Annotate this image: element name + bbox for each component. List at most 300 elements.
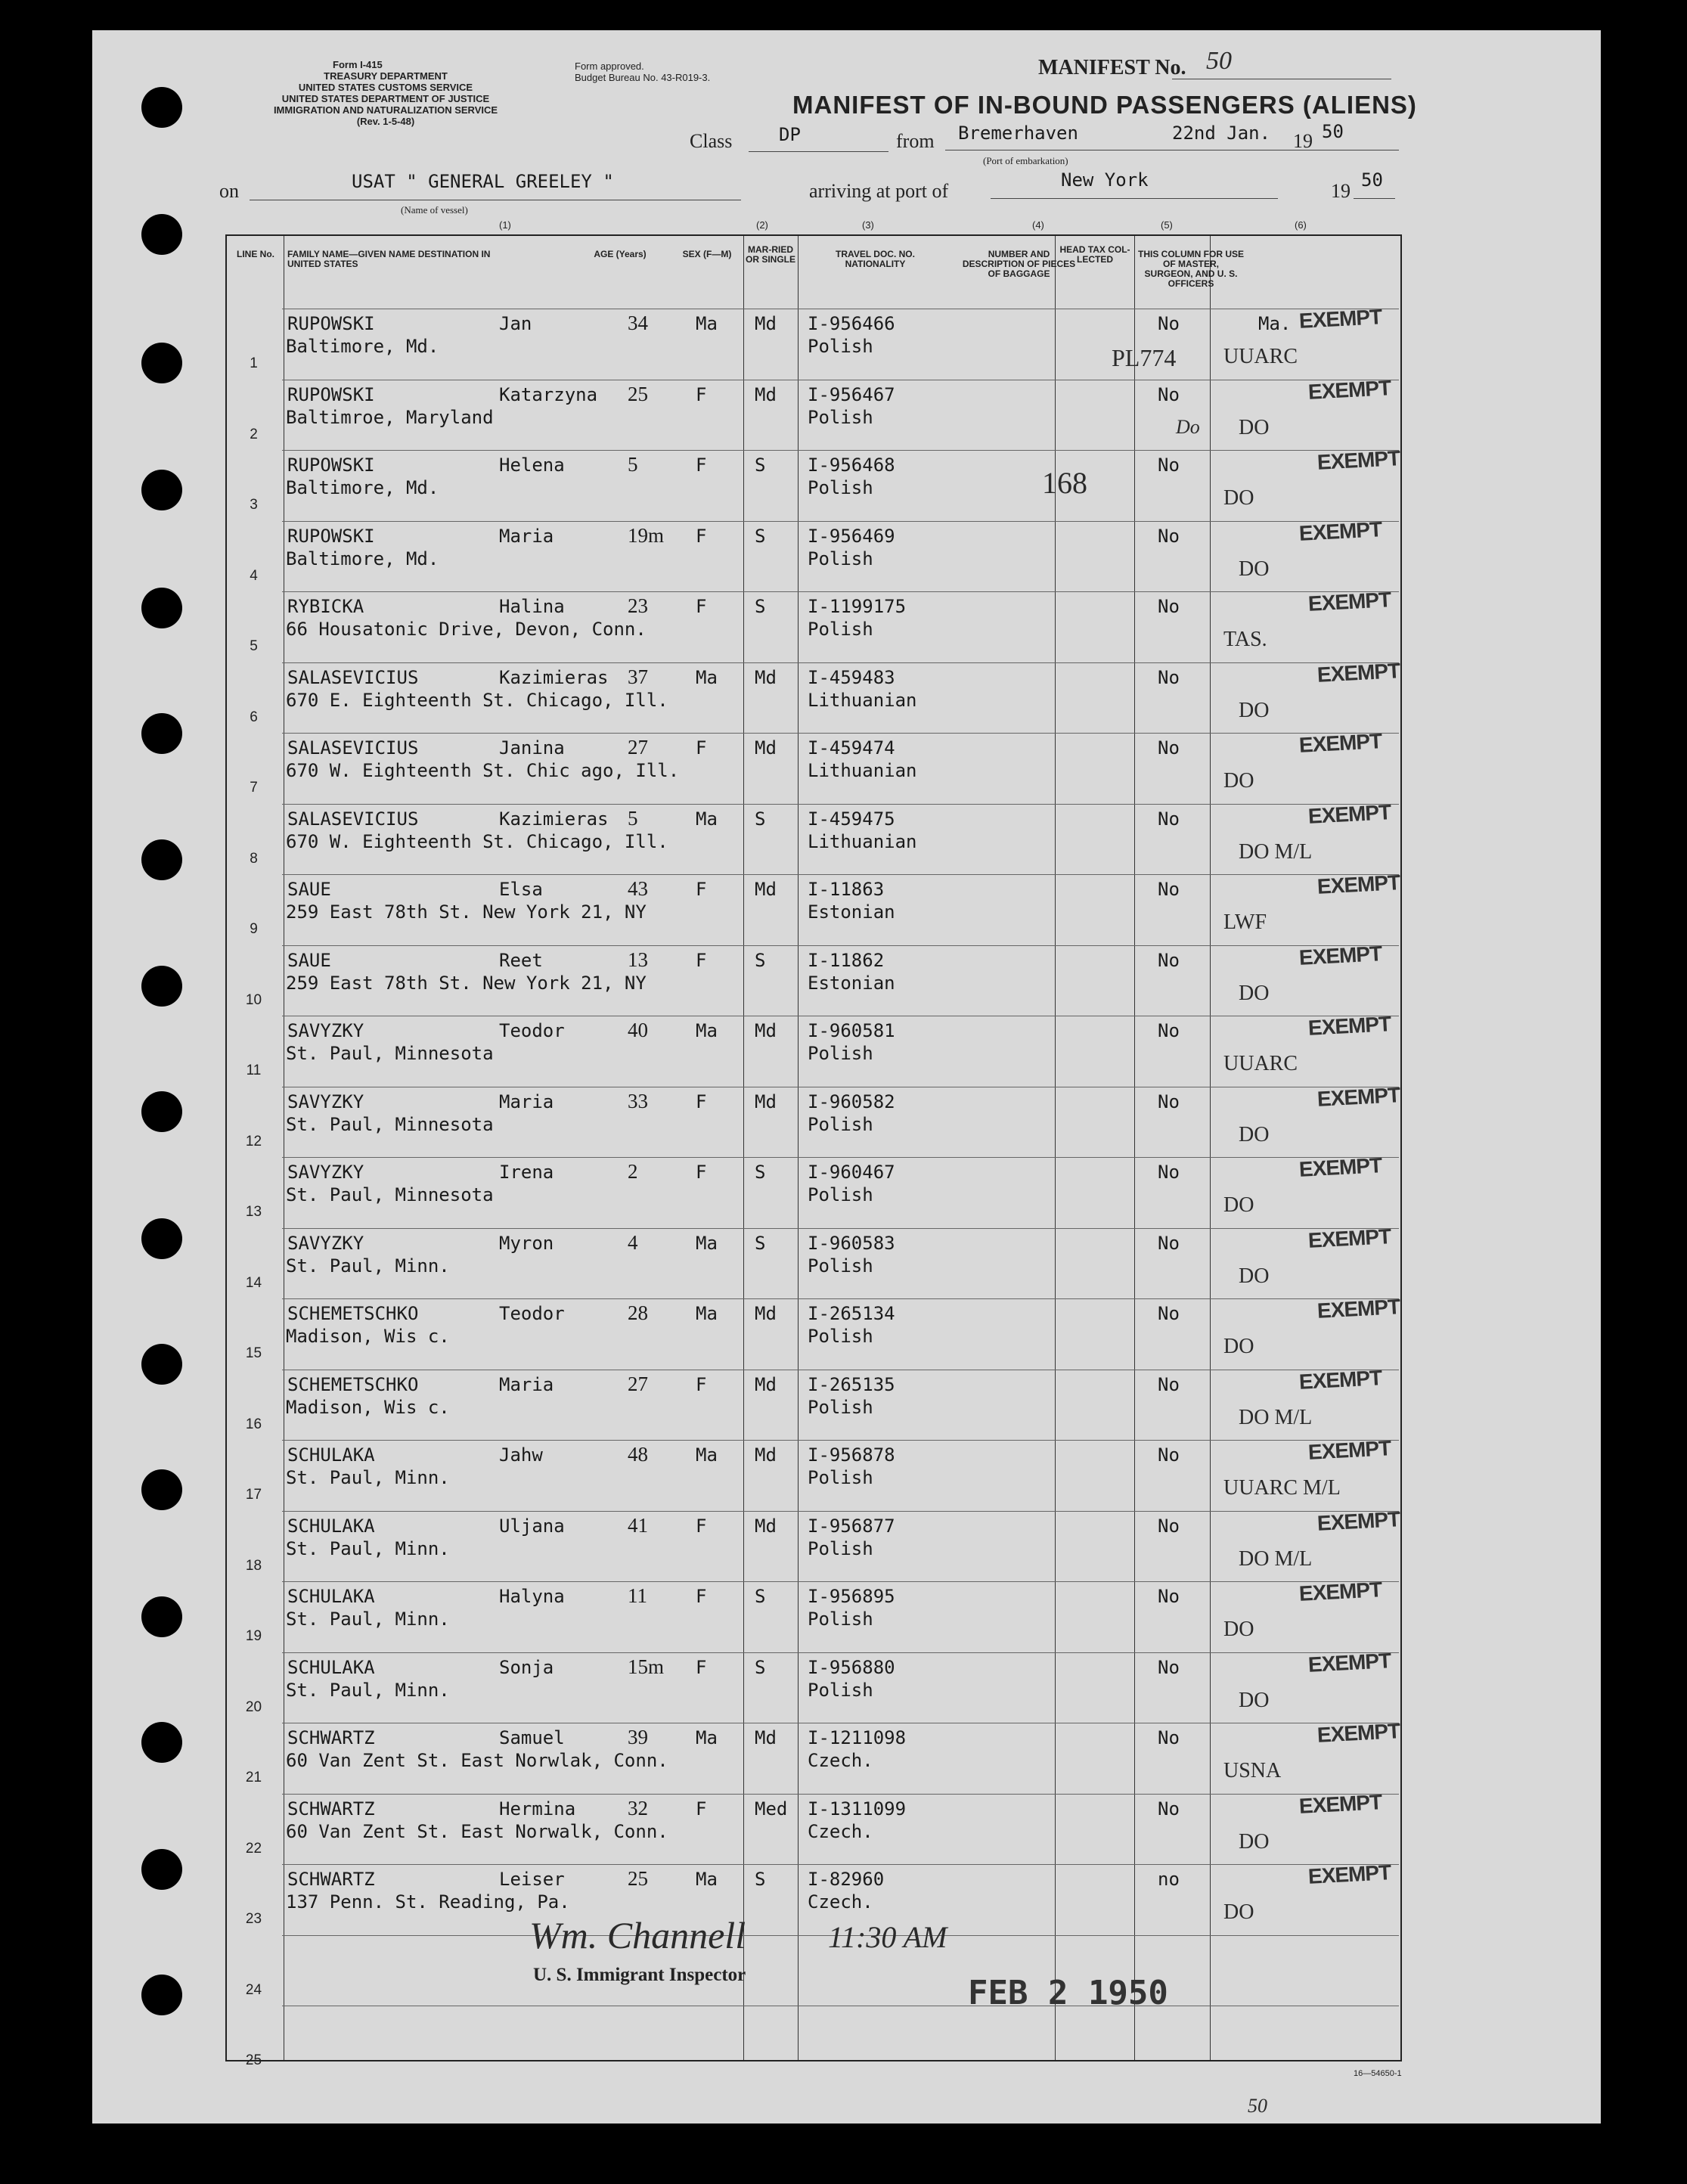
officer-handwriting: DO [1223,1900,1254,1924]
family-name: RUPOWSKI [287,454,375,476]
year2-value: 50 [1361,169,1383,191]
row-divider [282,662,1399,663]
row-divider [282,1581,1399,1582]
port-underline [991,198,1278,199]
sex: Ma [696,666,718,688]
exempt-stamp: EXEMPT [1298,729,1382,757]
age: 25 [628,382,648,405]
exempt-stamp: EXEMPT [1316,1295,1400,1323]
marital-status: Med [755,1798,788,1819]
family-name: RUPOWSKI [287,383,375,405]
family-name: SCHULAKA [287,1444,375,1466]
sex: F [696,879,707,900]
col-headtax: HEAD TAX COL-LECTED [1059,244,1130,265]
line-number: 24 [245,1981,262,1998]
head-tax: No [1158,1162,1180,1183]
exempt-stamp: EXEMPT [1316,870,1400,898]
col-name: FAMILY NAME—GIVEN NAME DESTINATION IN UNITED STATES [287,249,491,269]
destination: 670 W. Eighteenth St. Chic ago, Ill. [286,760,680,781]
punch-hole [141,214,182,255]
given-name: Halyna [499,1586,565,1607]
line-number: 7 [250,780,258,796]
on-label: on [219,180,239,202]
travel-doc: I-956895 [808,1586,895,1607]
age: 28 [628,1301,648,1324]
sex: Ma [696,313,718,334]
age: 2 [628,1160,638,1183]
row-divider [282,1440,1399,1441]
marital-status: Md [755,313,777,334]
exempt-stamp: EXEMPT [1298,305,1382,333]
row-divider [282,804,1399,805]
sex: Ma [696,1444,718,1466]
col-num-6: (6) [1295,219,1307,231]
given-name: Jan [499,313,532,334]
travel-doc: I-960467 [808,1162,895,1183]
col-num-5: (5) [1161,219,1173,231]
nationality: Polish [808,1255,873,1277]
nationality: Czech. [808,1750,873,1771]
family-name: SCHWARTZ [287,1869,375,1890]
punch-hole [141,87,182,128]
family-name: SAUE [287,949,331,971]
officer-handwriting: LWF [1223,911,1267,934]
punch-hole [141,588,182,628]
destination: 60 Van Zent St. East Norwlak, Conn. [286,1750,668,1771]
class-underline [749,151,888,152]
col-baggage: NUMBER AND DESCRIPTION OF PIECES OF BAGGAGE [962,249,1076,279]
line-number: 8 [250,850,258,867]
form-block [219,59,552,127]
line-number: 25 [245,2052,262,2068]
age: 43 [628,877,648,900]
marital-status: Md [755,1444,777,1466]
destination: Baltimroe, Maryland [286,406,494,428]
justice-label: UNITED STATES DEPARTMENT OF JUSTICE [281,93,490,104]
destination: Baltimore, Md. [286,477,439,498]
head-tax: No [1158,1515,1180,1537]
marital-status: S [755,1869,766,1890]
officer-handwriting: DO [1239,1829,1270,1854]
row-divider [282,1652,1399,1653]
year-prefix: 19 [1293,130,1313,152]
marital-status: Md [755,1020,777,1041]
age: 4 [628,1230,638,1254]
line-number: 20 [245,1698,262,1715]
nationality: Estonian [808,901,895,923]
line-number: 5 [250,638,258,654]
nationality: Czech. [808,1891,873,1913]
destination: 259 East 78th St. New York 21, NY [286,901,647,923]
exempt-stamp: EXEMPT [1307,1648,1391,1677]
manifest-title: MANIFEST OF IN-BOUND PASSENGERS (ALIENS) [792,91,1417,119]
marital-status: Md [755,1515,777,1537]
punch-hole [141,839,182,880]
family-name: SCHEMETSCHKO [287,1303,419,1324]
destination: St. Paul, Minnesota [286,1184,494,1205]
destination: 60 Van Zent St. East Norwalk, Conn. [286,1820,668,1842]
nationality: Polish [808,1396,873,1418]
line-number: 3 [250,497,258,513]
year2-underline [1354,198,1395,199]
marital-status: S [755,1656,766,1678]
head-tax: No [1158,1798,1180,1819]
destination: St. Paul, Minn. [286,1255,450,1277]
punch-hole [141,966,182,1007]
punch-hole [141,1596,182,1637]
col-officers: THIS COLUMN FOR USE OF MASTER, SURGEON, AND U. S. OFFICERS [1138,249,1244,289]
given-name: Jahw [499,1444,543,1466]
marital-status: Md [755,383,777,405]
form-approved: Form approved. [575,60,644,72]
given-name: Irena [499,1162,554,1183]
marital-status: Md [755,1090,777,1112]
officer-handwriting: DO [1239,981,1270,1005]
rev-label: (Rev. 1-5-48) [356,116,415,127]
travel-doc: I-459475 [808,808,895,830]
nationality: Polish [808,406,873,428]
exempt-stamp: EXEMPT [1316,1506,1400,1535]
line-number: 2 [250,426,258,442]
col-divider [1210,236,1211,2060]
line-number: 15 [245,1345,262,1361]
nationality: Czech. [808,1820,873,1842]
travel-doc: I-956467 [808,383,895,405]
destination: Madison, Wis c. [286,1396,450,1418]
travel-doc: I-1199175 [808,596,907,617]
given-name: Elsa [499,879,543,900]
marital-status: S [755,454,766,476]
line-number: 12 [245,1133,262,1149]
sex: F [696,1586,707,1607]
travel-doc: I-956469 [808,525,895,547]
family-name: SALASEVICIUS [287,737,419,759]
travel-doc: I-1211098 [808,1727,907,1748]
row-divider [282,1794,1399,1795]
age: 48 [628,1443,648,1466]
line-number: 17 [245,1487,262,1503]
col-divider [798,236,799,2060]
age: 11 [628,1584,647,1607]
row-divider [282,1157,1399,1158]
destination: 670 E. Eighteenth St. Chicago, Ill. [286,689,668,711]
given-name: Sonja [499,1656,554,1678]
travel-doc: I-265135 [808,1373,895,1395]
officer-handwriting: UUARC [1223,1052,1298,1075]
exempt-stamp: EXEMPT [1307,375,1391,404]
year2-prefix: 19 [1331,180,1351,202]
officer-handwriting: DO [1239,1264,1270,1288]
officer-handwriting: UUARC [1223,345,1298,368]
officer-handwriting: UUARC M/L [1223,1476,1341,1500]
from-label: from [896,130,935,152]
marital-status: Md [755,737,777,759]
family-name: SAVYZKY [287,1020,364,1041]
exempt-stamp: EXEMPT [1298,1153,1382,1181]
col-num-1: (1) [499,219,511,231]
row-divider [282,874,1399,875]
exempt-stamp: EXEMPT [1307,1436,1391,1464]
head-tax: No [1158,596,1180,617]
punch-hole [141,1722,182,1763]
marital-status: S [755,1162,766,1183]
exempt-stamp: EXEMPT [1298,1789,1382,1818]
row-divider [282,521,1399,522]
travel-doc: I-956878 [808,1444,895,1466]
approval-block [575,60,710,83]
col-travel: TRAVEL DOC. NO. NATIONALITY [836,249,915,269]
officer-note: Ma. [1258,313,1292,334]
inspector-title: U. S. Immigrant Inspector [533,1965,746,1985]
exempt-stamp: EXEMPT [1307,1224,1391,1252]
punch-hole [141,1469,182,1510]
age: 39 [628,1726,648,1748]
officer-handwriting: TAS. [1223,628,1267,651]
sex: F [696,1656,707,1678]
head-tax: No [1158,313,1180,334]
given-name: Uljana [499,1515,565,1537]
age: 15m [628,1655,665,1678]
age: 19m [628,523,665,547]
sex: F [696,1515,707,1537]
travel-doc: I-960582 [808,1090,895,1112]
head-tax: No [1158,1232,1180,1254]
row-divider [282,1511,1399,1512]
exempt-stamp: EXEMPT [1307,799,1391,828]
nationality: Polish [808,548,873,569]
marital-status: S [755,596,766,617]
form-code: 16—54650-1 [1354,2069,1402,2078]
marital-status: S [755,1232,766,1254]
age: 37 [628,665,648,688]
col-num-4: (4) [1032,219,1044,231]
sex: F [696,949,707,971]
exempt-stamp: EXEMPT [1316,658,1400,687]
exempt-stamp: EXEMPT [1307,1012,1391,1040]
officer-handwriting: DO [1239,1122,1270,1146]
punch-hole [141,713,182,754]
col-divider [743,236,744,2060]
line-number: 4 [250,567,258,584]
pl-note: PL774 [1112,344,1177,371]
age: 41 [628,1513,648,1537]
head-tax: No [1158,1373,1180,1395]
officer-handwriting: DO [1223,486,1254,510]
nationality: Lithuanian [808,760,917,781]
exempt-stamp: EXEMPT [1298,941,1382,969]
officer-handwriting: DO M/L [1239,839,1313,864]
head-tax: No [1158,1656,1180,1678]
age: 5 [628,806,638,830]
date-value: 22nd Jan. [1172,123,1271,144]
given-name: Janina [499,737,565,759]
punch-hole [141,1975,182,2015]
exempt-stamp: EXEMPT [1298,517,1382,545]
sex: F [696,737,707,759]
nationality: Lithuanian [808,830,917,852]
row-divider [282,1864,1399,1865]
head-tax: No [1158,1303,1180,1324]
marital-status: Md [755,879,777,900]
officer-handwriting: DO [1239,1688,1270,1712]
bottom-note: 50 [1248,2095,1267,2117]
family-name: SCHWARTZ [287,1798,375,1819]
sex: Ma [696,1020,718,1041]
family-name: SCHULAKA [287,1515,375,1537]
marital-status: Md [755,1303,777,1324]
head-tax: No [1158,1586,1180,1607]
given-name: Samuel [499,1727,565,1748]
punch-hole [141,1091,182,1132]
given-name: Kazimieras [499,666,609,688]
officer-handwriting: USNA [1223,1759,1282,1782]
do-note: Do [1176,416,1200,438]
travel-doc: I-1311099 [808,1798,907,1819]
travel-doc: I-82960 [808,1869,885,1890]
col-divider [1134,236,1135,2060]
punch-hole [141,470,182,510]
officer-handwriting: DO [1239,415,1270,439]
line-number: 1 [250,355,258,371]
destination: St. Paul, Minn. [286,1679,450,1701]
destination: St. Paul, Minnesota [286,1043,494,1064]
ins-label: IMMIGRATION AND NATURALIZATION SERVICE [273,104,498,116]
destination: 670 W. Eighteenth St. Chicago, Ill. [286,830,668,852]
sex: F [696,596,707,617]
destination: 66 Housatonic Drive, Devon, Conn. [286,619,647,640]
head-tax: No [1158,383,1180,405]
nationality: Lithuanian [808,689,917,711]
age: 25 [628,1867,648,1890]
nationality: Estonian [808,972,895,994]
officer-handwriting: DO [1239,557,1270,581]
given-name: Maria [499,525,554,547]
given-name: Teodor [499,1020,565,1041]
nationality: Polish [808,1609,873,1630]
family-name: RUPOWSKI [287,525,375,547]
travel-doc: I-459474 [808,737,895,759]
given-name: Halina [499,596,565,617]
destination: 259 East 78th St. New York 21, NY [286,972,647,994]
exempt-stamp: EXEMPT [1298,1578,1382,1605]
exempt-stamp: EXEMPT [1307,1860,1391,1888]
col-married: MAR-RIED OR SINGLE [745,244,795,265]
customs-label: UNITED STATES CUSTOMS SERVICE [298,82,473,93]
family-name: SAVYZKY [287,1162,364,1183]
family-name: SCHULAKA [287,1586,375,1607]
form-number: Form I-415 [333,59,383,70]
exempt-stamp: EXEMPT [1316,1082,1400,1111]
head-tax: No [1158,879,1180,900]
given-name: Maria [499,1373,554,1395]
treasury-label: TREASURY DEPARTMENT [324,70,448,82]
exempt-stamp: EXEMPT [1298,1365,1382,1394]
given-name: Hermina [499,1798,576,1819]
given-name: Leiser [499,1869,565,1890]
destination: St. Paul, Minnesota [286,1113,494,1135]
vessel-name: USAT " GENERAL GREELEY " [352,171,614,192]
officer-handwriting: DO [1223,769,1254,793]
head-tax: No [1158,1727,1180,1748]
budget-number: Budget Bureau No. 43-R019-3. [575,72,711,83]
destination: Baltimore, Md. [286,548,439,569]
manifest-no-value: 50 [1206,47,1232,75]
col-line: LINE No. [237,249,274,259]
nationality: Polish [808,1184,873,1205]
line-number: 11 [246,1063,262,1078]
nationality: Polish [808,1537,873,1559]
sex: F [696,1162,707,1183]
given-name: Kazimieras [499,808,609,830]
head-tax: No [1158,737,1180,759]
manifest-no-label: MANIFEST No. [1038,56,1186,79]
head-tax: no [1158,1869,1180,1890]
family-name: SAVYZKY [287,1090,364,1112]
family-name: SCHEMETSCHKO [287,1373,419,1395]
head-tax: No [1158,525,1180,547]
col-sex: SEX (F—M) [682,249,732,259]
port-value: New York [1061,169,1149,191]
sex: F [696,525,707,547]
travel-doc: I-459483 [808,666,895,688]
line-number: 16 [245,1416,262,1432]
exempt-stamp: EXEMPT [1316,1719,1400,1747]
head-tax: No [1158,454,1180,476]
nationality: Polish [808,1467,873,1488]
line-number: 9 [250,921,258,937]
punch-hole [141,1218,182,1259]
age: 5 [628,453,638,476]
sex: F [696,1798,707,1819]
family-name: SALASEVICIUS [287,666,419,688]
nationality: Polish [808,1326,873,1347]
row-divider [282,1298,1399,1299]
baggage-total: 168 [1042,466,1087,500]
head-tax: No [1158,1090,1180,1112]
destination: 137 Penn. St. Reading, Pa. [286,1891,570,1913]
given-name: Maria [499,1090,554,1112]
head-tax: No [1158,949,1180,971]
family-name: SCHULAKA [287,1656,375,1678]
nationality: Polish [808,619,873,640]
given-name: Helena [499,454,565,476]
line-number: 19 [245,1628,262,1644]
travel-doc: I-11862 [808,949,885,971]
age: 40 [628,1019,648,1041]
col-age: AGE (Years) [594,249,647,259]
line-number: 6 [250,709,258,725]
destination: Madison, Wis c. [286,1326,450,1347]
sex: Ma [696,808,718,830]
destination: St. Paul, Minn. [286,1609,450,1630]
age: 34 [628,312,648,334]
sex: Ma [696,1727,718,1748]
age: 32 [628,1796,648,1819]
col-num-2: (2) [756,219,768,231]
marital-status: S [755,525,766,547]
sex: Ma [696,1303,718,1324]
travel-doc: I-11863 [808,879,885,900]
age: 23 [628,594,648,617]
received-date-stamp: FEB 2 1950 [968,1974,1168,2012]
travel-doc: I-960583 [808,1232,895,1254]
col-divider [1055,236,1056,2060]
officer-handwriting: DO [1239,698,1270,722]
sex: F [696,383,707,405]
class-value: DP [779,124,801,145]
marital-status: S [755,1586,766,1607]
line-number: 13 [245,1204,262,1220]
